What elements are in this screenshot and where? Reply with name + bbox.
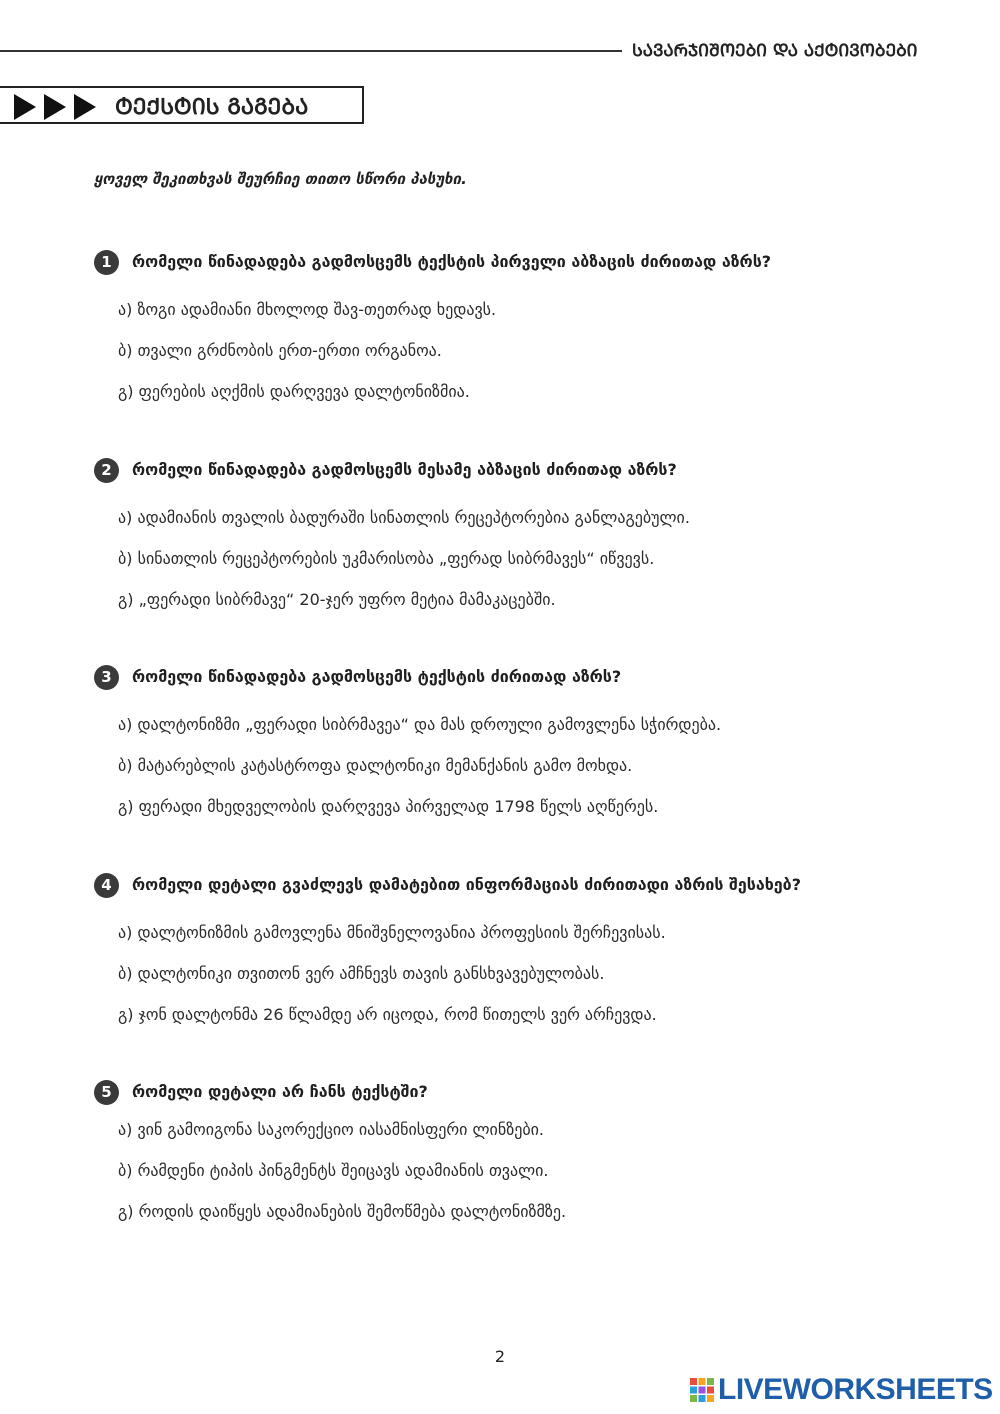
logo-text: LIVEWORKSHEETS xyxy=(718,1373,993,1406)
answer-option-b[interactable]: ბ) მატარებლის კატასტროფა დალტონიკი მემანქანის გამო მოხდა. xyxy=(118,756,633,775)
question-2 xyxy=(94,458,974,620)
answer-option-b[interactable]: ბ) სინათლის რეცეპტორების უკმარისობა „ფერად სიბრმავეს“ იწვევს. xyxy=(118,549,655,568)
question-number-badge: 3 xyxy=(94,665,119,690)
answer-option-a[interactable]: ა) ვინ გამოიგონა საკორექციო იასამნისფერი ლინზები. xyxy=(118,1120,544,1139)
question-number-badge: 4 xyxy=(94,873,119,898)
answer-option-a[interactable]: ა) დალტონიზმი „ფერადი სიბრმავეა“ და მას დროული გამოვლენა სჭირდება. xyxy=(118,715,722,734)
answer-option-c[interactable]: გ) ჯონ დალტონმა 26 წლამდე არ იცოდა, რომ წითელს ვერ არჩევდა. xyxy=(118,1005,657,1024)
question-text: რომელი დეტალი არ ჩანს ტექსტში? xyxy=(132,1082,428,1101)
question-1 xyxy=(94,250,974,412)
triple-arrow-icon xyxy=(14,94,104,120)
question-3 xyxy=(94,665,974,827)
answer-option-a[interactable]: ა) ზოგი ადამიანი მხოლოდ შავ-თეთრად ხედავს. xyxy=(118,300,497,319)
question-4 xyxy=(94,873,974,1035)
liveworksheets-logo[interactable] xyxy=(690,1373,993,1406)
question-text: რომელი წინადადება გადმოსცემს ტექსტის პირველი აბზაცის ძირითად აზრს? xyxy=(132,252,772,271)
header-title: ᲡᲐᲕᲐᲠᲯᲘᲨᲝᲔᲑᲘ ᲓᲐ ᲐᲥᲢᲘᲕᲝᲑᲔᲑᲘ xyxy=(632,41,918,61)
answer-option-b[interactable]: ბ) რამდენი ტიპის პინგმენტს შეიცავს ადამიანის თვალი. xyxy=(118,1161,549,1180)
question-5 xyxy=(94,1080,974,1232)
answer-option-c[interactable]: გ) ფერადი მხედველობის დარღვევა პირველად 1798 წელს აღწერეს. xyxy=(118,797,659,816)
answer-option-c[interactable]: გ) „ფერადი სიბრმავე“ 20-ჯერ უფრო მეტია მამაკაცებში. xyxy=(118,590,556,609)
answer-option-a[interactable]: ა) დალტონიზმის გამოვლენა მნიშვნელოვანია პროფესიის შერჩევისას. xyxy=(118,923,666,942)
page-number: 2 xyxy=(494,1347,506,1366)
instruction-text: ყოველ შეკითხვას შეურჩიე თითო სწორი პასუხი. xyxy=(94,170,467,188)
question-text: რომელი წინადადება გადმოსცემს მესამე აბზაცის ძირითად აზრს? xyxy=(132,460,677,479)
answer-option-c[interactable]: გ) როდის დაიწყეს ადამიანების შემოწმება დალტონიზმზე. xyxy=(118,1202,567,1221)
question-number-badge: 5 xyxy=(94,1080,119,1105)
header-rule xyxy=(0,50,622,52)
liveworksheets-logo-icon xyxy=(690,1378,714,1402)
answer-option-b[interactable]: ბ) თვალი გრძნობის ერთ-ერთი ორგანოა. xyxy=(118,341,442,360)
question-text: რომელი წინადადება გადმოსცემს ტექსტის ძირითად აზრს? xyxy=(132,667,622,686)
answer-option-b[interactable]: ბ) დალტონიკი თვითონ ვერ ამჩნევს თავის განსხვავებულობას. xyxy=(118,964,605,983)
answer-option-a[interactable]: ა) ადამიანის თვალის ბადურაში სინათლის რეცეპტორებია განლაგებული. xyxy=(118,508,690,527)
answer-option-c[interactable]: გ) ფერების აღქმის დარღვევა დალტონიზმია. xyxy=(118,382,470,401)
question-number-badge: 1 xyxy=(94,250,119,275)
section-title: ᲢᲔᲥᲡᲢᲘᲡ ᲒᲐᲒᲔᲑᲐ xyxy=(115,95,309,120)
question-text: რომელი დეტალი გვაძლევს დამატებით ინფორმაციას ძირითადი აზრის შესახებ? xyxy=(132,875,801,894)
question-number-badge: 2 xyxy=(94,458,119,483)
